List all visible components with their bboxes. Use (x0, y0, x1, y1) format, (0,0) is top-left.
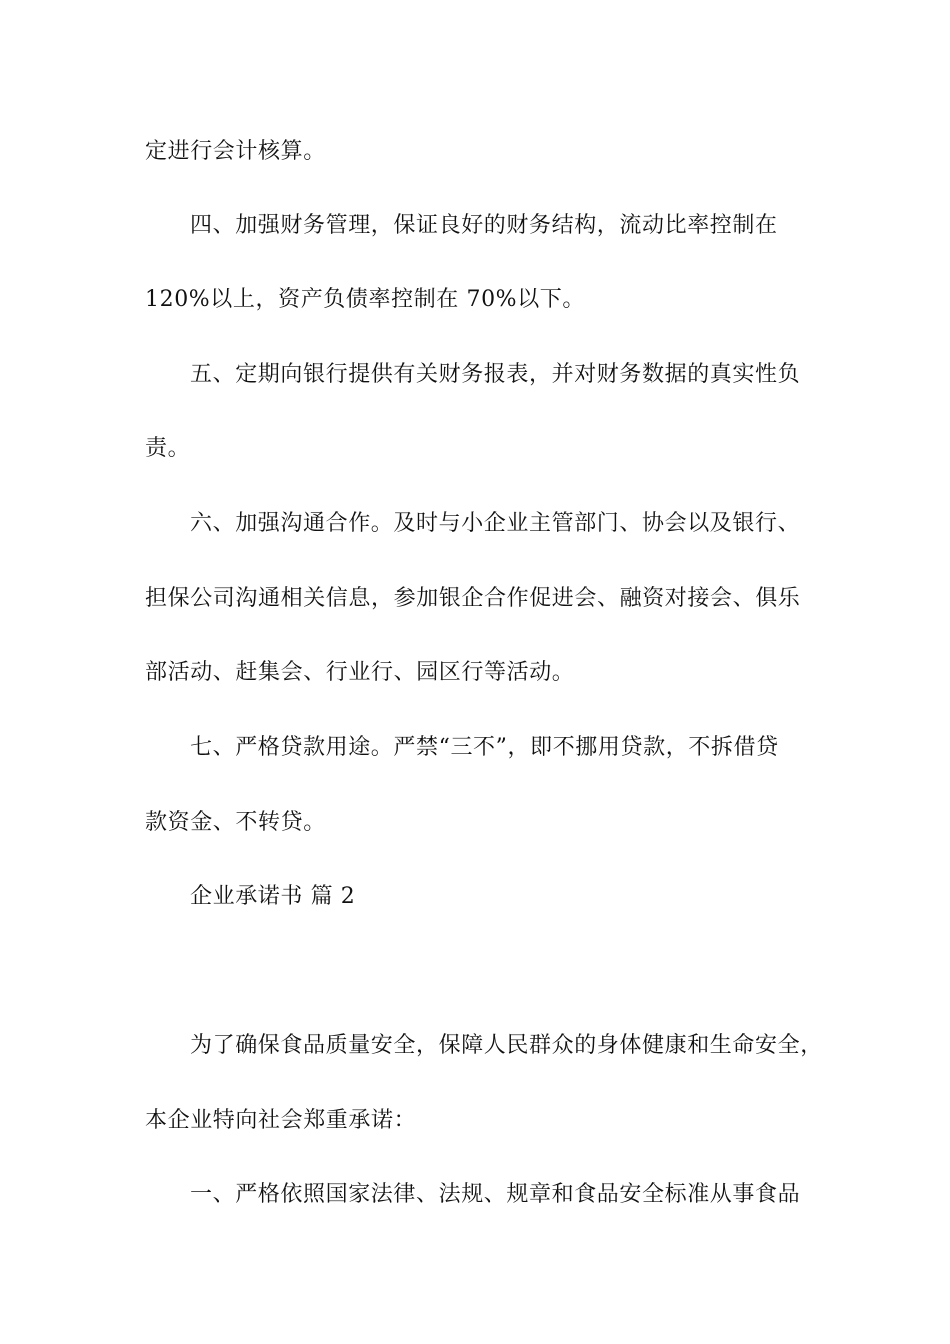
paragraph-line: 定进行会计核算。 (145, 139, 326, 164)
paragraph-line: 七、严格贷款用途。严禁“三不”，即不挪用贷款，不拆借贷 (190, 735, 779, 760)
paragraph-line: 一、严格依照国家法律、法规、规章和食品安全标准从事食品 (190, 1182, 801, 1207)
paragraph-line: 六、加强沟通合作。及时与小企业主管部门、协会以及银行、 (190, 511, 801, 536)
section-heading: 企业承诺书 篇 2 (190, 884, 356, 909)
paragraph-line: 120%以上，资产负债率控制在 70%以下。 (145, 287, 585, 312)
paragraph-line: 担保公司沟通相关信息，参加银企合作促进会、融资对接会、俱乐 (145, 586, 801, 611)
paragraph-line: 四、加强财务管理，保证良好的财务结构，流动比率控制在 (190, 213, 778, 238)
paragraph-line: 五、定期向银行提供有关财务报表，并对财务数据的真实性负 (190, 362, 801, 387)
paragraph-line: 为了确保食品质量安全，保障人民群众的身体健康和生命安全， (190, 1033, 823, 1058)
paragraph-line: 部活动、赶集会、行业行、园区行等活动。 (145, 660, 575, 685)
paragraph-line: 责。 (145, 436, 191, 461)
paragraph-line: 款资金、不转贷。 (145, 810, 326, 835)
paragraph-line: 本企业特向社会郑重承诺： (145, 1108, 417, 1133)
